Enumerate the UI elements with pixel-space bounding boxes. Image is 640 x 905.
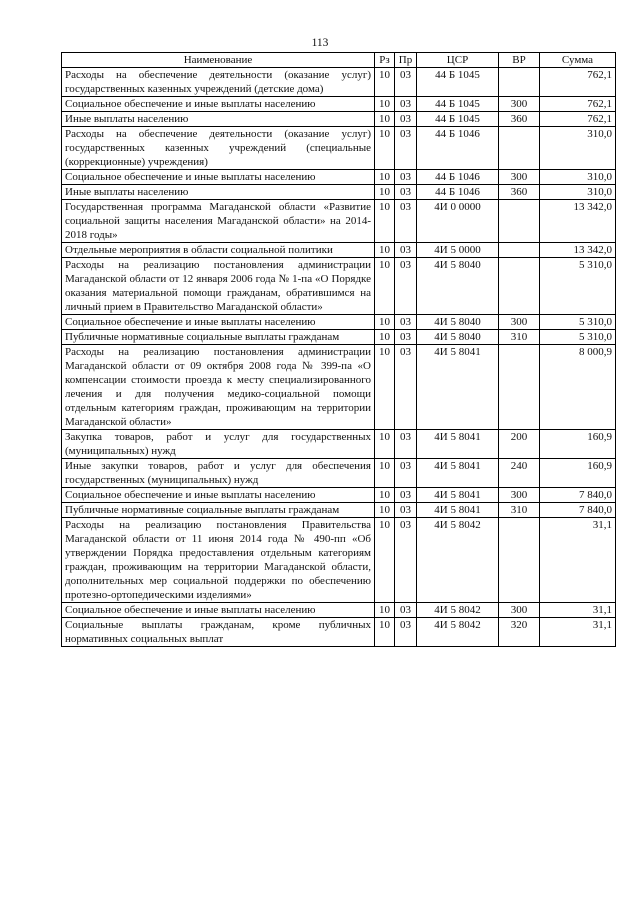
cell-rz: 10 xyxy=(375,170,395,185)
table-row xyxy=(62,112,616,127)
cell-rz: 10 xyxy=(375,185,395,200)
cell-name: Расходы на реализацию постановления администрации Магаданской области от 09 октября 2008 года № 399-па «О компенсации стоимости проезда к месту специализированного лечения и для получения медико-социальной помощи отдельным категориям граждан, проживающим на территории Магаданской области» xyxy=(62,345,375,430)
cell-vr: 200 xyxy=(499,430,540,459)
cell-vr xyxy=(499,200,540,243)
cell-name: Расходы на обеспечение деятельности (оказание услуг) государственных казенных учреждений (детские дома) xyxy=(62,68,375,97)
cell-vr xyxy=(499,345,540,430)
cell-name: Публичные нормативные социальные выплаты гражданам xyxy=(62,503,375,518)
cell-sum: 7 840,0 xyxy=(540,488,616,503)
cell-csr: 4И 5 8040 xyxy=(417,315,499,330)
cell-vr: 300 xyxy=(499,315,540,330)
cell-rz: 10 xyxy=(375,97,395,112)
cell-sum: 31,1 xyxy=(540,618,616,647)
cell-sum: 310,0 xyxy=(540,185,616,200)
cell-pr: 03 xyxy=(395,68,417,97)
cell-name: Социальное обеспечение и иные выплаты населению xyxy=(62,603,375,618)
header-pr: Пр xyxy=(395,53,417,68)
cell-name: Государственная программа Магаданской области «Развитие социальной защиты населения Магаданской области» на 2014-2018 годы» xyxy=(62,200,375,243)
cell-name: Социальное обеспечение и иные выплаты населению xyxy=(62,488,375,503)
table-row xyxy=(62,503,616,518)
cell-name: Расходы на обеспечение деятельности (оказание услуг) государственных казенных учреждений (специальные (коррекционные) учреждения) xyxy=(62,127,375,170)
cell-vr: 300 xyxy=(499,97,540,112)
cell-sum: 762,1 xyxy=(540,112,616,127)
page-number: 113 xyxy=(311,37,329,49)
cell-rz: 10 xyxy=(375,127,395,170)
cell-csr: 4И 5 8042 xyxy=(417,603,499,618)
cell-pr: 03 xyxy=(395,430,417,459)
cell-csr: 4И 5 8041 xyxy=(417,488,499,503)
cell-rz: 10 xyxy=(375,200,395,243)
cell-name: Отдельные мероприятия в области социальной политики xyxy=(62,243,375,258)
cell-sum: 762,1 xyxy=(540,97,616,112)
header-csr: ЦСР xyxy=(417,53,499,68)
cell-vr xyxy=(499,127,540,170)
table-row xyxy=(62,488,616,503)
cell-name: Социальное обеспечение и иные выплаты населению xyxy=(62,315,375,330)
cell-name: Закупка товаров, работ и услуг для государственных (муниципальных) нужд xyxy=(62,430,375,459)
cell-rz: 10 xyxy=(375,618,395,647)
header-sum: Сумма xyxy=(540,53,616,68)
cell-pr: 03 xyxy=(395,345,417,430)
cell-vr: 300 xyxy=(499,603,540,618)
cell-sum: 310,0 xyxy=(540,170,616,185)
header-rz: Рз xyxy=(375,53,395,68)
cell-rz: 10 xyxy=(375,459,395,488)
cell-csr: 4И 5 8040 xyxy=(417,330,499,345)
cell-vr: 310 xyxy=(499,330,540,345)
cell-csr: 4И 5 8042 xyxy=(417,518,499,603)
cell-rz: 10 xyxy=(375,503,395,518)
cell-rz: 10 xyxy=(375,488,395,503)
cell-sum: 160,9 xyxy=(540,459,616,488)
cell-rz: 10 xyxy=(375,315,395,330)
cell-sum: 160,9 xyxy=(540,430,616,459)
cell-pr: 03 xyxy=(395,258,417,315)
cell-pr: 03 xyxy=(395,112,417,127)
cell-pr: 03 xyxy=(395,603,417,618)
cell-csr: 4И 5 8041 xyxy=(417,503,499,518)
budget-table xyxy=(61,52,616,647)
table-row xyxy=(62,518,616,603)
cell-sum: 762,1 xyxy=(540,68,616,97)
cell-csr: 4И 5 8040 xyxy=(417,258,499,315)
cell-rz: 10 xyxy=(375,112,395,127)
cell-name: Иные закупки товаров, работ и услуг для обеспечения государственных (муниципальных) нужд xyxy=(62,459,375,488)
cell-rz: 10 xyxy=(375,430,395,459)
cell-vr: 320 xyxy=(499,618,540,647)
cell-name: Иные выплаты населению xyxy=(62,112,375,127)
cell-csr: 44 Б 1046 xyxy=(417,185,499,200)
cell-vr xyxy=(499,243,540,258)
cell-pr: 03 xyxy=(395,185,417,200)
cell-csr: 4И 5 8041 xyxy=(417,345,499,430)
table-row xyxy=(62,68,616,97)
cell-vr: 360 xyxy=(499,185,540,200)
cell-pr: 03 xyxy=(395,503,417,518)
cell-pr: 03 xyxy=(395,170,417,185)
cell-csr: 4И 5 0000 xyxy=(417,243,499,258)
cell-vr: 360 xyxy=(499,112,540,127)
table-row xyxy=(62,459,616,488)
cell-sum: 13 342,0 xyxy=(540,243,616,258)
cell-pr: 03 xyxy=(395,459,417,488)
table-row xyxy=(62,185,616,200)
cell-csr: 44 Б 1045 xyxy=(417,97,499,112)
cell-sum: 5 310,0 xyxy=(540,315,616,330)
cell-sum: 31,1 xyxy=(540,603,616,618)
cell-rz: 10 xyxy=(375,243,395,258)
table-row xyxy=(62,430,616,459)
cell-rz: 10 xyxy=(375,603,395,618)
cell-pr: 03 xyxy=(395,97,417,112)
table-row xyxy=(62,258,616,315)
cell-vr: 300 xyxy=(499,170,540,185)
cell-vr xyxy=(499,518,540,603)
cell-sum: 5 310,0 xyxy=(540,330,616,345)
table-row xyxy=(62,330,616,345)
cell-name: Социальное обеспечение и иные выплаты населению xyxy=(62,170,375,185)
cell-vr xyxy=(499,258,540,315)
cell-rz: 10 xyxy=(375,258,395,315)
table-row xyxy=(62,345,616,430)
cell-vr: 300 xyxy=(499,488,540,503)
cell-sum: 7 840,0 xyxy=(540,503,616,518)
header-name: Наименование xyxy=(62,53,375,68)
cell-name: Социальное обеспечение и иные выплаты населению xyxy=(62,97,375,112)
table-row xyxy=(62,603,616,618)
table-row xyxy=(62,243,616,258)
table-row xyxy=(62,170,616,185)
table-row xyxy=(62,200,616,243)
cell-name: Социальные выплаты гражданам, кроме публичных нормативных социальных выплат xyxy=(62,618,375,647)
cell-csr: 4И 0 0000 xyxy=(417,200,499,243)
cell-rz: 10 xyxy=(375,345,395,430)
cell-csr: 4И 5 8042 xyxy=(417,618,499,647)
cell-sum: 13 342,0 xyxy=(540,200,616,243)
cell-pr: 03 xyxy=(395,488,417,503)
cell-sum: 310,0 xyxy=(540,127,616,170)
cell-vr: 310 xyxy=(499,503,540,518)
cell-csr: 44 Б 1045 xyxy=(417,68,499,97)
cell-csr: 44 Б 1045 xyxy=(417,112,499,127)
table-row xyxy=(62,618,616,647)
cell-vr: 240 xyxy=(499,459,540,488)
cell-pr: 03 xyxy=(395,200,417,243)
cell-pr: 03 xyxy=(395,618,417,647)
cell-sum: 31,1 xyxy=(540,518,616,603)
cell-csr: 44 Б 1046 xyxy=(417,127,499,170)
table-row xyxy=(62,127,616,170)
cell-vr xyxy=(499,68,540,97)
table-row xyxy=(62,97,616,112)
table-header-row xyxy=(62,53,616,68)
cell-pr: 03 xyxy=(395,243,417,258)
cell-sum: 8 000,9 xyxy=(540,345,616,430)
cell-csr: 4И 5 8041 xyxy=(417,430,499,459)
cell-csr: 4И 5 8041 xyxy=(417,459,499,488)
cell-csr: 44 Б 1046 xyxy=(417,170,499,185)
cell-rz: 10 xyxy=(375,330,395,345)
cell-pr: 03 xyxy=(395,315,417,330)
header-vr: ВР xyxy=(499,53,540,68)
cell-rz: 10 xyxy=(375,518,395,603)
cell-pr: 03 xyxy=(395,127,417,170)
cell-name: Расходы на реализацию постановления Правительства Магаданской области от 11 июня 2014 года № 490-пп «Об утверждении Порядка предоставления отдельным категориям граждан, проживающим на территории Магаданской области, дополнительных мер социальной поддержки по обеспечению протезно-ортопедическими изделиями» xyxy=(62,518,375,603)
cell-rz: 10 xyxy=(375,68,395,97)
cell-name: Публичные нормативные социальные выплаты гражданам xyxy=(62,330,375,345)
cell-pr: 03 xyxy=(395,518,417,603)
table-row xyxy=(62,315,616,330)
cell-sum: 5 310,0 xyxy=(540,258,616,315)
cell-pr: 03 xyxy=(395,330,417,345)
cell-name: Расходы на реализацию постановления администрации Магаданской области от 12 января 2006 года № 1-па «О Порядке оказания материальной помощи гражданам, обратившимся на личный прием в Правительство Магаданской области» xyxy=(62,258,375,315)
cell-name: Иные выплаты населению xyxy=(62,185,375,200)
